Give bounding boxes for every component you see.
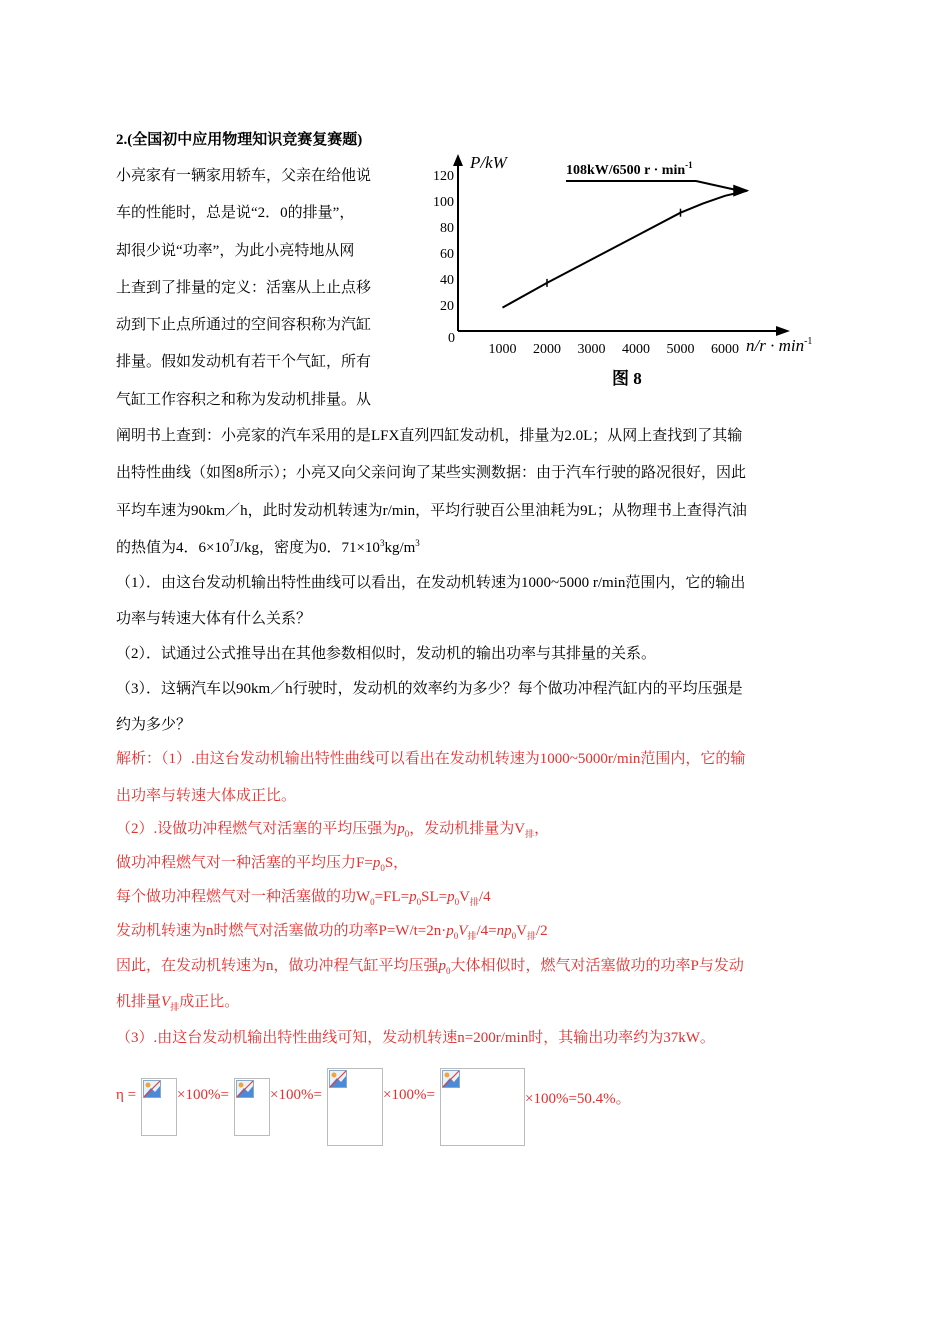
text-run: SL= xyxy=(421,889,448,905)
symbol-np: np xyxy=(496,923,512,939)
subscript: 0 xyxy=(404,829,410,839)
body-line xyxy=(116,536,836,557)
broken-image-icon xyxy=(442,1070,460,1088)
y-tick-label: 100 xyxy=(433,195,454,210)
text-run: （2）.设做功冲程燃气对活塞的平均压强为 xyxy=(116,821,398,837)
engine-output-chart xyxy=(428,146,838,394)
subscript: 0 xyxy=(453,931,459,941)
text-run: kg/m xyxy=(384,540,416,556)
y-tick-label: 60 xyxy=(440,247,454,262)
text-run: ，发动机排量为V xyxy=(409,821,526,837)
solution-line xyxy=(116,817,836,840)
solution-line xyxy=(116,990,836,1013)
subscript: 排 xyxy=(526,931,536,941)
x-tick-label: 6000 xyxy=(711,342,739,357)
symbol-v: V xyxy=(161,994,171,1010)
intro-line: 上查到了排量的定义：活塞从上止点移 xyxy=(116,279,372,296)
annotation-arrowhead xyxy=(733,185,749,197)
power-curve xyxy=(503,191,748,308)
symbol-p: p xyxy=(409,889,417,905)
symbol-p: p xyxy=(397,821,405,837)
equation-operator: ×100%= xyxy=(270,1087,322,1103)
annotation-leader xyxy=(566,181,739,191)
solution-line xyxy=(116,851,836,873)
peak-annotation-sup: -1 xyxy=(685,160,693,170)
text-run: 的热值为4．6×10 xyxy=(116,540,230,556)
text-run: J/kg，密度为0．71×10 xyxy=(233,540,380,556)
intro-line: 排量。假如发动机有若干个气缸，所有 xyxy=(116,354,372,371)
broken-image-icon xyxy=(329,1070,347,1088)
solution-line: （3）.由这台发动机输出特性曲线可知，发动机转速n=200r/min时，其输出功率约为37kW。 xyxy=(116,1030,715,1046)
peak-annotation-text: 108kW/6500 r · min xyxy=(566,163,686,178)
x-tick-label: 3000 xyxy=(577,342,606,357)
symbol-p: p xyxy=(372,855,381,871)
body-line: 平均车速为90km／h，此时发动机转速为r/min，平均行驶百公里油耗为9L；从物理书上查得汽油 xyxy=(116,503,747,519)
body-line: 出特性曲线（如图8所示）；小亮又向父亲问询了某些实测数据：由于汽车行驶的路况很好，因此 xyxy=(116,465,747,481)
x-tick-labels xyxy=(489,342,740,357)
text-run: ， xyxy=(534,821,550,837)
question-3-line: 约为多少？ xyxy=(116,717,192,733)
equation-prefix: η = xyxy=(116,1087,137,1103)
y-axis-arrow xyxy=(453,154,463,166)
equation-operator: ×100%= xyxy=(177,1087,229,1103)
chart-svg xyxy=(428,146,838,394)
intro-line: 气缸工作容积之和称为发动机排量。从 xyxy=(116,391,372,408)
solution-line: 解析：（1）.由这台发动机输出特性曲线可以看出在发动机转速为1000~5000r/min范围内，它的输 xyxy=(116,751,746,767)
y-tick-labels xyxy=(433,169,454,314)
question-1-line: 功率与转速大体有什么关系？ xyxy=(116,611,312,627)
subscript: 0 xyxy=(370,897,375,907)
y-tick-label: 20 xyxy=(440,299,454,314)
origin-label: 0 xyxy=(448,331,455,346)
x-tick-label: 2000 xyxy=(533,342,561,357)
subscript: 0 xyxy=(446,966,451,976)
subscript: 排 xyxy=(467,931,477,941)
equation-result: ×100%=50.4%。 xyxy=(525,1091,631,1107)
broken-image-icon xyxy=(236,1080,254,1098)
superscript: 7 xyxy=(229,538,234,548)
text-run: /2 xyxy=(535,923,548,939)
x-tick-label: 5000 xyxy=(666,342,695,357)
y-tick-label: 40 xyxy=(440,273,454,288)
chart-series xyxy=(503,181,750,308)
subscript: 0 xyxy=(416,897,422,907)
subscript: 0 xyxy=(511,931,517,941)
body-line: 阐明书上查到：小亮家的汽车采用的是LFX直列四缸发动机，排量为2.0L；从网上查找到了其输 xyxy=(116,428,743,444)
symbol-p: p xyxy=(447,889,455,905)
intro-line: 却很少说“功率”，为此小亮特地从网 xyxy=(116,242,355,259)
x-axis-arrow xyxy=(776,326,790,336)
text-run: =FL= xyxy=(374,889,410,905)
text-run: /4= xyxy=(476,923,497,939)
superscript: 3 xyxy=(379,538,385,548)
intro-line: 动到下止点所通过的空间容积称为汽缸 xyxy=(116,317,372,334)
text-run: 发动机转速为n时燃气对活塞做功的功率P=W/t=2n· xyxy=(116,923,447,939)
equation-operator: ×100%= xyxy=(383,1087,435,1103)
subscript: 0 xyxy=(454,897,460,907)
problem-title: 2.(全国初中应用物理知识竞赛复赛题) xyxy=(116,132,363,148)
y-tick-label: 120 xyxy=(433,169,454,184)
text-run: 成正比。 xyxy=(179,994,240,1010)
text-run: 机排量 xyxy=(116,994,162,1010)
symbol-v: V xyxy=(458,923,468,939)
x-axis-label xyxy=(746,336,812,355)
x-tick-label: 1000 xyxy=(488,342,517,357)
solution-line xyxy=(116,885,836,908)
peak-annotation xyxy=(566,160,693,178)
intro-line: 车的性能时，总是说“2．0的排量”， xyxy=(116,205,355,222)
formula-image xyxy=(327,1068,383,1146)
y-tick-label: 80 xyxy=(440,221,454,236)
symbol-p: p xyxy=(446,923,454,939)
symbol-p: p xyxy=(438,958,447,974)
text-run: V xyxy=(516,923,527,939)
y-axis-label: P/kW xyxy=(470,153,507,172)
x-tick-label: 4000 xyxy=(622,342,650,357)
text-run: S， xyxy=(384,855,409,871)
solution-line xyxy=(116,954,836,976)
text-run: 因此，在发动机转速为n，做功冲程气缸平均压强 xyxy=(116,958,439,974)
solution-line: 出功率与转速大体成正比。 xyxy=(116,788,297,804)
text-run: 每个做功冲程燃气对一种活塞做的功W xyxy=(116,889,371,905)
broken-image-icon xyxy=(143,1080,161,1098)
subscript: 排 xyxy=(469,897,479,907)
formula-image xyxy=(234,1078,270,1136)
text-run: V xyxy=(459,889,470,905)
subscript: 排 xyxy=(170,1002,180,1012)
text-run: 大体相似时，燃气对活塞做功的功率P与发动 xyxy=(450,958,744,974)
formula-image xyxy=(141,1078,177,1136)
question-1-line: （1）．由这台发动机输出特性曲线可以看出，在发动机转速为1000~5000 r/min范围内，它的输出 xyxy=(116,575,746,591)
intro-line: 小亮家有一辆家用轿车，父亲在给他说 xyxy=(116,168,372,184)
solution-line xyxy=(116,919,836,942)
question-3-line: （3）．这辆汽车以90km／h行驶时，发动机的效率约为多少？每个做功冲程汽缸内的平均压强是 xyxy=(116,681,743,697)
subscript: 0 xyxy=(380,863,385,873)
subscript: 排 xyxy=(525,829,535,839)
figure-caption: 图 8 xyxy=(612,369,642,388)
x-axis-label-sup: -1 xyxy=(804,336,813,347)
text-run: 做功冲程燃气对一种活塞的平均压力F= xyxy=(116,855,373,871)
intro-paragraph xyxy=(116,158,416,419)
x-axis-label-text: n/r · min xyxy=(746,336,805,355)
text-run: /4 xyxy=(478,889,491,905)
question-2: （2）．试通过公式推导出在其他参数相似时，发动机的输出功率与其排量的关系。 xyxy=(116,646,657,662)
formula-image xyxy=(440,1068,525,1146)
superscript: 3 xyxy=(415,538,420,548)
